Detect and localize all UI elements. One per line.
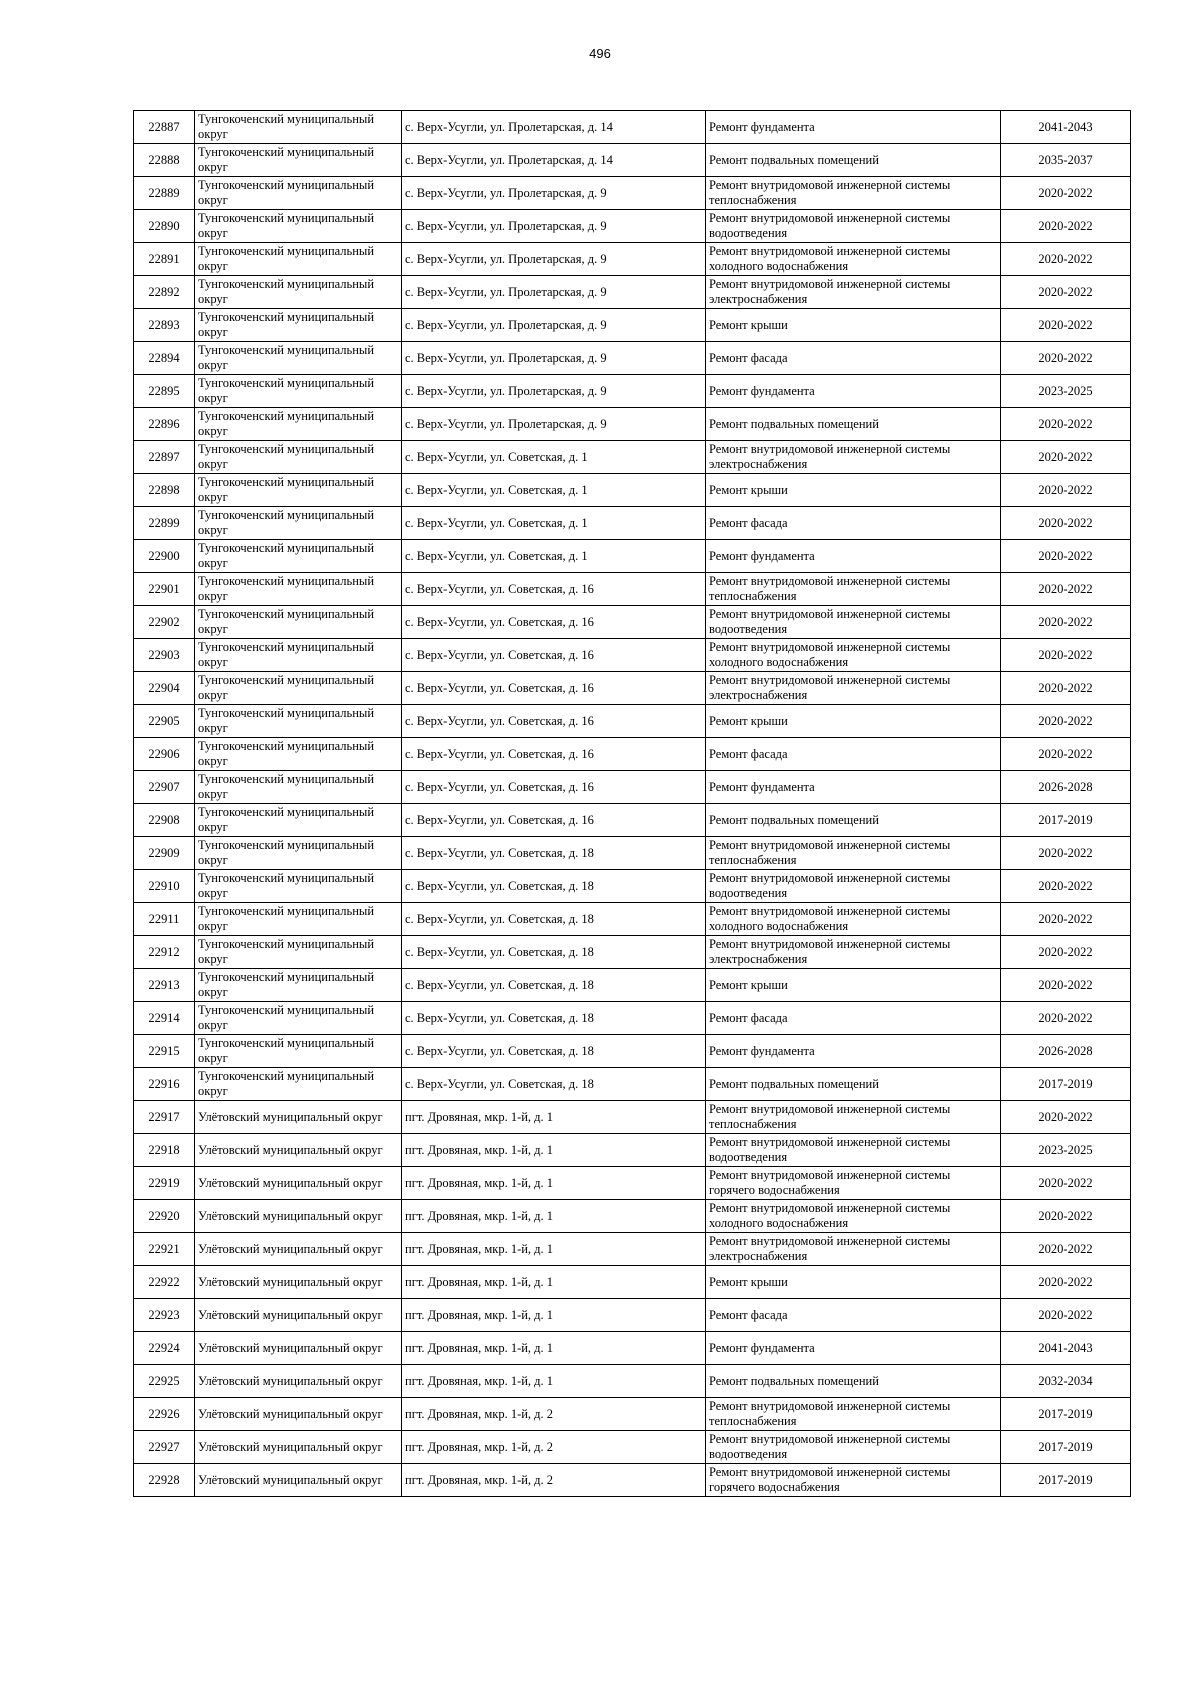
- period-cell: 2020-2022: [1001, 705, 1131, 738]
- period-cell: 2035-2037: [1001, 144, 1131, 177]
- period-cell: 2041-2043: [1001, 1332, 1131, 1365]
- district-cell: Тунгокоченский муниципальный округ: [195, 1068, 402, 1101]
- work-type-cell: Ремонт фасада: [706, 738, 1001, 771]
- row-number-cell: 22917: [134, 1101, 195, 1134]
- row-number-cell: 22926: [134, 1398, 195, 1431]
- work-type-cell: Ремонт внутридомовой инженерной системы электроснабжения: [706, 276, 1001, 309]
- address-cell: с. Верх-Усугли, ул. Пролетарская, д. 9: [402, 177, 706, 210]
- table-row: [134, 903, 1131, 936]
- row-number-cell: 22896: [134, 408, 195, 441]
- period-cell: 2020-2022: [1001, 276, 1131, 309]
- table-row: [134, 1101, 1131, 1134]
- address-cell: пгт. Дровяная, мкр. 1-й, д. 1: [402, 1101, 706, 1134]
- work-type-cell: Ремонт крыши: [706, 705, 1001, 738]
- district-cell: Тунгокоченский муниципальный округ: [195, 1002, 402, 1035]
- work-type-cell: Ремонт внутридомовой инженерной системы теплоснабжения: [706, 177, 1001, 210]
- work-type-cell: Ремонт фундамента: [706, 1332, 1001, 1365]
- period-cell: 2020-2022: [1001, 177, 1131, 210]
- table-row: [134, 1035, 1131, 1068]
- address-cell: с. Верх-Усугли, ул. Пролетарская, д. 9: [402, 375, 706, 408]
- table-row: [134, 210, 1131, 243]
- address-cell: с. Верх-Усугли, ул. Советская, д. 18: [402, 1068, 706, 1101]
- period-cell: 2020-2022: [1001, 1167, 1131, 1200]
- work-type-cell: Ремонт подвальных помещений: [706, 144, 1001, 177]
- row-number-cell: 22925: [134, 1365, 195, 1398]
- table-row: [134, 738, 1131, 771]
- table-row: [134, 1068, 1131, 1101]
- period-cell: 2020-2022: [1001, 738, 1131, 771]
- address-cell: с. Верх-Усугли, ул. Советская, д. 18: [402, 1002, 706, 1035]
- table-row: [134, 705, 1131, 738]
- district-cell: Улётовский муниципальный округ: [195, 1464, 402, 1497]
- work-type-cell: Ремонт внутридомовой инженерной системы водоотведения: [706, 606, 1001, 639]
- work-type-cell: Ремонт подвальных помещений: [706, 804, 1001, 837]
- district-cell: Тунгокоченский муниципальный округ: [195, 969, 402, 1002]
- district-cell: Улётовский муниципальный округ: [195, 1266, 402, 1299]
- row-number-cell: 22923: [134, 1299, 195, 1332]
- district-cell: Тунгокоченский муниципальный округ: [195, 903, 402, 936]
- work-type-cell: Ремонт внутридомовой инженерной системы горячего водоснабжения: [706, 1167, 1001, 1200]
- address-cell: с. Верх-Усугли, ул. Пролетарская, д. 9: [402, 243, 706, 276]
- row-number-cell: 22912: [134, 936, 195, 969]
- table-row: [134, 1398, 1131, 1431]
- address-cell: пгт. Дровяная, мкр. 1-й, д. 1: [402, 1167, 706, 1200]
- period-cell: 2020-2022: [1001, 210, 1131, 243]
- work-type-cell: Ремонт фасада: [706, 1299, 1001, 1332]
- row-number-cell: 22891: [134, 243, 195, 276]
- period-cell: 2020-2022: [1001, 573, 1131, 606]
- address-cell: с. Верх-Усугли, ул. Советская, д. 18: [402, 837, 706, 870]
- district-cell: Тунгокоченский муниципальный округ: [195, 210, 402, 243]
- table-row: [134, 672, 1131, 705]
- address-cell: пгт. Дровяная, мкр. 1-й, д. 1: [402, 1365, 706, 1398]
- work-type-cell: Ремонт крыши: [706, 474, 1001, 507]
- row-number-cell: 22911: [134, 903, 195, 936]
- work-type-cell: Ремонт фасада: [706, 507, 1001, 540]
- address-cell: с. Верх-Усугли, ул. Советская, д. 16: [402, 639, 706, 672]
- work-type-cell: Ремонт внутридомовой инженерной системы электроснабжения: [706, 936, 1001, 969]
- district-cell: Тунгокоченский муниципальный округ: [195, 606, 402, 639]
- address-cell: пгт. Дровяная, мкр. 1-й, д. 1: [402, 1233, 706, 1266]
- work-type-cell: Ремонт внутридомовой инженерной системы водоотведения: [706, 1431, 1001, 1464]
- row-number-cell: 22910: [134, 870, 195, 903]
- period-cell: 2026-2028: [1001, 771, 1131, 804]
- row-number-cell: 22888: [134, 144, 195, 177]
- period-cell: 2017-2019: [1001, 1464, 1131, 1497]
- period-cell: 2026-2028: [1001, 1035, 1131, 1068]
- table-row: [134, 1134, 1131, 1167]
- table-row: [134, 573, 1131, 606]
- table-row: [134, 1167, 1131, 1200]
- row-number-cell: 22907: [134, 771, 195, 804]
- period-cell: 2017-2019: [1001, 804, 1131, 837]
- period-cell: 2017-2019: [1001, 1431, 1131, 1464]
- table-row: [134, 474, 1131, 507]
- period-cell: 2023-2025: [1001, 1134, 1131, 1167]
- period-cell: 2020-2022: [1001, 936, 1131, 969]
- district-cell: Тунгокоченский муниципальный округ: [195, 507, 402, 540]
- work-type-cell: Ремонт крыши: [706, 1266, 1001, 1299]
- period-cell: 2020-2022: [1001, 507, 1131, 540]
- table-row: [134, 1365, 1131, 1398]
- period-cell: 2020-2022: [1001, 441, 1131, 474]
- period-cell: 2020-2022: [1001, 1101, 1131, 1134]
- address-cell: с. Верх-Усугли, ул. Пролетарская, д. 9: [402, 210, 706, 243]
- district-cell: Тунгокоченский муниципальный округ: [195, 540, 402, 573]
- address-cell: с. Верх-Усугли, ул. Пролетарская, д. 9: [402, 342, 706, 375]
- row-number-cell: 22920: [134, 1200, 195, 1233]
- district-cell: Тунгокоченский муниципальный округ: [195, 243, 402, 276]
- row-number-cell: 22899: [134, 507, 195, 540]
- district-cell: Тунгокоченский муниципальный округ: [195, 705, 402, 738]
- district-cell: Тунгокоченский муниципальный округ: [195, 771, 402, 804]
- table-body: [134, 111, 1131, 1497]
- period-cell: 2020-2022: [1001, 837, 1131, 870]
- address-cell: с. Верх-Усугли, ул. Советская, д. 16: [402, 672, 706, 705]
- row-number-cell: 22916: [134, 1068, 195, 1101]
- period-cell: 2020-2022: [1001, 1266, 1131, 1299]
- address-cell: пгт. Дровяная, мкр. 1-й, д. 1: [402, 1134, 706, 1167]
- district-cell: Тунгокоченский муниципальный округ: [195, 837, 402, 870]
- period-cell: 2020-2022: [1001, 672, 1131, 705]
- district-cell: Улётовский муниципальный округ: [195, 1167, 402, 1200]
- row-number-cell: 22887: [134, 111, 195, 144]
- work-type-cell: Ремонт фундамента: [706, 540, 1001, 573]
- table-row: [134, 243, 1131, 276]
- work-type-cell: Ремонт внутридомовой инженерной системы теплоснабжения: [706, 1398, 1001, 1431]
- district-cell: Тунгокоченский муниципальный округ: [195, 342, 402, 375]
- district-cell: Улётовский муниципальный округ: [195, 1398, 402, 1431]
- district-cell: Тунгокоченский муниципальный округ: [195, 408, 402, 441]
- table-row: [134, 540, 1131, 573]
- address-cell: с. Верх-Усугли, ул. Советская, д. 18: [402, 903, 706, 936]
- row-number-cell: 22908: [134, 804, 195, 837]
- table-row: [134, 144, 1131, 177]
- period-cell: 2020-2022: [1001, 639, 1131, 672]
- period-cell: 2023-2025: [1001, 375, 1131, 408]
- period-cell: 2020-2022: [1001, 474, 1131, 507]
- table-row: [134, 1200, 1131, 1233]
- district-cell: Улётовский муниципальный округ: [195, 1134, 402, 1167]
- table-row: [134, 342, 1131, 375]
- row-number-cell: 22890: [134, 210, 195, 243]
- district-cell: Тунгокоченский муниципальный округ: [195, 936, 402, 969]
- district-cell: Улётовский муниципальный округ: [195, 1299, 402, 1332]
- address-cell: пгт. Дровяная, мкр. 1-й, д. 1: [402, 1200, 706, 1233]
- district-cell: Улётовский муниципальный округ: [195, 1101, 402, 1134]
- table-row: [134, 1431, 1131, 1464]
- address-cell: пгт. Дровяная, мкр. 1-й, д. 2: [402, 1398, 706, 1431]
- address-cell: с. Верх-Усугли, ул. Советская, д. 16: [402, 573, 706, 606]
- row-number-cell: 22903: [134, 639, 195, 672]
- district-cell: Тунгокоченский муниципальный округ: [195, 639, 402, 672]
- address-cell: с. Верх-Усугли, ул. Советская, д. 18: [402, 1035, 706, 1068]
- row-number-cell: 22924: [134, 1332, 195, 1365]
- address-cell: с. Верх-Усугли, ул. Советская, д. 1: [402, 507, 706, 540]
- row-number-cell: 22892: [134, 276, 195, 309]
- work-type-cell: Ремонт внутридомовой инженерной системы электроснабжения: [706, 1233, 1001, 1266]
- table-row: [134, 1464, 1131, 1497]
- table-row: [134, 969, 1131, 1002]
- table-row: [134, 507, 1131, 540]
- address-cell: пгт. Дровяная, мкр. 1-й, д. 1: [402, 1266, 706, 1299]
- district-cell: Улётовский муниципальный округ: [195, 1431, 402, 1464]
- page-number: 496: [589, 46, 611, 61]
- work-type-cell: Ремонт внутридомовой инженерной системы электроснабжения: [706, 672, 1001, 705]
- table-row: [134, 408, 1131, 441]
- row-number-cell: 22927: [134, 1431, 195, 1464]
- district-cell: Тунгокоченский муниципальный округ: [195, 573, 402, 606]
- period-cell: 2020-2022: [1001, 1200, 1131, 1233]
- work-type-cell: Ремонт фасада: [706, 342, 1001, 375]
- row-number-cell: 22915: [134, 1035, 195, 1068]
- district-cell: Тунгокоченский муниципальный округ: [195, 309, 402, 342]
- row-number-cell: 22894: [134, 342, 195, 375]
- row-number-cell: 22922: [134, 1266, 195, 1299]
- row-number-cell: 22906: [134, 738, 195, 771]
- row-number-cell: 22913: [134, 969, 195, 1002]
- address-cell: с. Верх-Усугли, ул. Советская, д. 1: [402, 474, 706, 507]
- period-cell: 2020-2022: [1001, 243, 1131, 276]
- period-cell: 2020-2022: [1001, 1002, 1131, 1035]
- row-number-cell: 22900: [134, 540, 195, 573]
- district-cell: Тунгокоченский муниципальный округ: [195, 375, 402, 408]
- district-cell: Тунгокоченский муниципальный округ: [195, 474, 402, 507]
- row-number-cell: 22909: [134, 837, 195, 870]
- address-cell: с. Верх-Усугли, ул. Советская, д. 18: [402, 870, 706, 903]
- period-cell: 2020-2022: [1001, 1299, 1131, 1332]
- repair-schedule-table: [133, 110, 1131, 1497]
- address-cell: с. Верх-Усугли, ул. Советская, д. 16: [402, 705, 706, 738]
- address-cell: пгт. Дровяная, мкр. 1-й, д. 1: [402, 1332, 706, 1365]
- district-cell: Тунгокоченский муниципальный округ: [195, 177, 402, 210]
- work-type-cell: Ремонт внутридомовой инженерной системы водоотведения: [706, 210, 1001, 243]
- table-row: [134, 441, 1131, 474]
- work-type-cell: Ремонт фундамента: [706, 1035, 1001, 1068]
- address-cell: пгт. Дровяная, мкр. 1-й, д. 2: [402, 1464, 706, 1497]
- address-cell: с. Верх-Усугли, ул. Пролетарская, д. 9: [402, 276, 706, 309]
- work-type-cell: Ремонт внутридомовой инженерной системы холодного водоснабжения: [706, 903, 1001, 936]
- row-number-cell: 22902: [134, 606, 195, 639]
- period-cell: 2020-2022: [1001, 342, 1131, 375]
- district-cell: Улётовский муниципальный округ: [195, 1200, 402, 1233]
- district-cell: Тунгокоченский муниципальный округ: [195, 441, 402, 474]
- work-type-cell: Ремонт внутридомовой инженерной системы водоотведения: [706, 1134, 1001, 1167]
- work-type-cell: Ремонт крыши: [706, 309, 1001, 342]
- table-row: [134, 177, 1131, 210]
- work-type-cell: Ремонт внутридомовой инженерной системы электроснабжения: [706, 441, 1001, 474]
- period-cell: 2020-2022: [1001, 903, 1131, 936]
- work-type-cell: Ремонт внутридомовой инженерной системы холодного водоснабжения: [706, 1200, 1001, 1233]
- period-cell: 2032-2034: [1001, 1365, 1131, 1398]
- table-row: [134, 606, 1131, 639]
- district-cell: Тунгокоченский муниципальный округ: [195, 672, 402, 705]
- table-row: [134, 804, 1131, 837]
- address-cell: с. Верх-Усугли, ул. Пролетарская, д. 9: [402, 309, 706, 342]
- work-type-cell: Ремонт внутридомовой инженерной системы холодного водоснабжения: [706, 243, 1001, 276]
- work-type-cell: Ремонт крыши: [706, 969, 1001, 1002]
- row-number-cell: 22897: [134, 441, 195, 474]
- period-cell: 2020-2022: [1001, 606, 1131, 639]
- work-type-cell: Ремонт фундамента: [706, 771, 1001, 804]
- address-cell: с. Верх-Усугли, ул. Советская, д. 1: [402, 441, 706, 474]
- district-cell: Улётовский муниципальный округ: [195, 1332, 402, 1365]
- period-cell: 2017-2019: [1001, 1398, 1131, 1431]
- address-cell: пгт. Дровяная, мкр. 1-й, д. 1: [402, 1299, 706, 1332]
- district-cell: Улётовский муниципальный округ: [195, 1233, 402, 1266]
- district-cell: Тунгокоченский муниципальный округ: [195, 738, 402, 771]
- work-type-cell: Ремонт внутридомовой инженерной системы теплоснабжения: [706, 837, 1001, 870]
- address-cell: с. Верх-Усугли, ул. Пролетарская, д. 14: [402, 144, 706, 177]
- table-row: [134, 771, 1131, 804]
- period-cell: 2020-2022: [1001, 309, 1131, 342]
- work-type-cell: Ремонт фундамента: [706, 375, 1001, 408]
- table-row: [134, 639, 1131, 672]
- address-cell: с. Верх-Усугли, ул. Советская, д. 18: [402, 969, 706, 1002]
- table-row: [134, 837, 1131, 870]
- table-row: [134, 936, 1131, 969]
- row-number-cell: 22914: [134, 1002, 195, 1035]
- table-row: [134, 1332, 1131, 1365]
- period-cell: 2020-2022: [1001, 408, 1131, 441]
- work-type-cell: Ремонт внутридомовой инженерной системы водоотведения: [706, 870, 1001, 903]
- work-type-cell: Ремонт подвальных помещений: [706, 1365, 1001, 1398]
- district-cell: Тунгокоченский муниципальный округ: [195, 111, 402, 144]
- district-cell: Улётовский муниципальный округ: [195, 1365, 402, 1398]
- period-cell: 2020-2022: [1001, 1233, 1131, 1266]
- table-row: [134, 111, 1131, 144]
- period-cell: 2041-2043: [1001, 111, 1131, 144]
- row-number-cell: 22918: [134, 1134, 195, 1167]
- work-type-cell: Ремонт подвальных помещений: [706, 1068, 1001, 1101]
- period-cell: 2020-2022: [1001, 870, 1131, 903]
- row-number-cell: 22893: [134, 309, 195, 342]
- address-cell: с. Верх-Усугли, ул. Советская, д. 16: [402, 771, 706, 804]
- row-number-cell: 22904: [134, 672, 195, 705]
- work-type-cell: Ремонт внутридомовой инженерной системы холодного водоснабжения: [706, 639, 1001, 672]
- district-cell: Тунгокоченский муниципальный округ: [195, 1035, 402, 1068]
- table-row: [134, 1299, 1131, 1332]
- row-number-cell: 22919: [134, 1167, 195, 1200]
- row-number-cell: 22898: [134, 474, 195, 507]
- row-number-cell: 22889: [134, 177, 195, 210]
- district-cell: Тунгокоченский муниципальный округ: [195, 144, 402, 177]
- work-type-cell: Ремонт подвальных помещений: [706, 408, 1001, 441]
- row-number-cell: 22905: [134, 705, 195, 738]
- district-cell: Тунгокоченский муниципальный округ: [195, 804, 402, 837]
- address-cell: с. Верх-Усугли, ул. Советская, д. 1: [402, 540, 706, 573]
- table-row: [134, 1002, 1131, 1035]
- row-number-cell: 22901: [134, 573, 195, 606]
- period-cell: 2017-2019: [1001, 1068, 1131, 1101]
- table-row: [134, 870, 1131, 903]
- table-row: [134, 375, 1131, 408]
- district-cell: Тунгокоченский муниципальный округ: [195, 276, 402, 309]
- work-type-cell: Ремонт внутридомовой инженерной системы теплоснабжения: [706, 1101, 1001, 1134]
- row-number-cell: 22895: [134, 375, 195, 408]
- work-type-cell: Ремонт фасада: [706, 1002, 1001, 1035]
- address-cell: с. Верх-Усугли, ул. Советская, д. 16: [402, 738, 706, 771]
- address-cell: с. Верх-Усугли, ул. Советская, д. 16: [402, 804, 706, 837]
- address-cell: с. Верх-Усугли, ул. Советская, д. 16: [402, 606, 706, 639]
- work-type-cell: Ремонт внутридомовой инженерной системы теплоснабжения: [706, 573, 1001, 606]
- row-number-cell: 22921: [134, 1233, 195, 1266]
- district-cell: Тунгокоченский муниципальный округ: [195, 870, 402, 903]
- table-row: [134, 1233, 1131, 1266]
- table-row: [134, 276, 1131, 309]
- work-type-cell: Ремонт фундамента: [706, 111, 1001, 144]
- work-type-cell: Ремонт внутридомовой инженерной системы горячего водоснабжения: [706, 1464, 1001, 1497]
- period-cell: 2020-2022: [1001, 540, 1131, 573]
- address-cell: с. Верх-Усугли, ул. Пролетарская, д. 9: [402, 408, 706, 441]
- table-row: [134, 1266, 1131, 1299]
- row-number-cell: 22928: [134, 1464, 195, 1497]
- period-cell: 2020-2022: [1001, 969, 1131, 1002]
- table-row: [134, 309, 1131, 342]
- address-cell: пгт. Дровяная, мкр. 1-й, д. 2: [402, 1431, 706, 1464]
- address-cell: с. Верх-Усугли, ул. Пролетарская, д. 14: [402, 111, 706, 144]
- address-cell: с. Верх-Усугли, ул. Советская, д. 18: [402, 936, 706, 969]
